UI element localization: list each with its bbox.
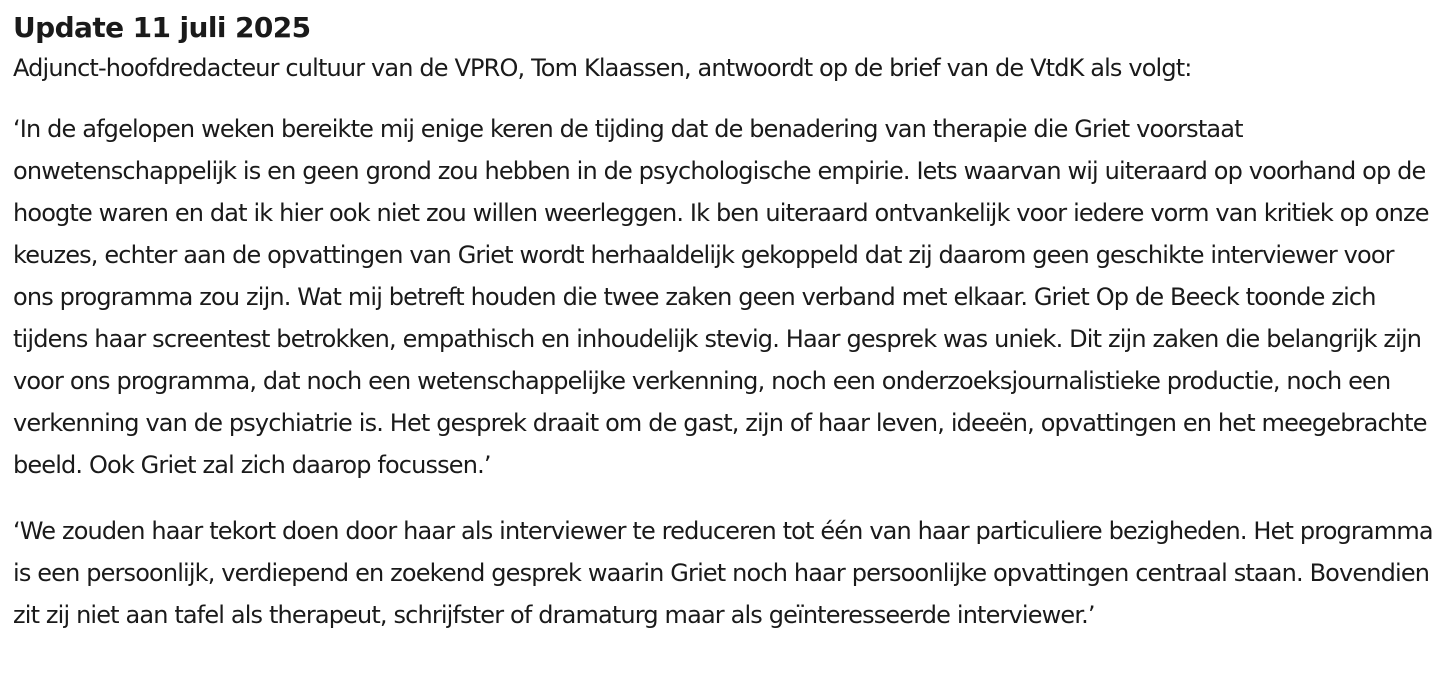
quote-paragraph-2: ‘We zouden haar tekort doen door haar als interviewer te reduceren tot één van haar particuliere bezigheden. Het programma is een persoonlijk, verdiepend en zoekend gesprek waarin Griet noch haar persoonlijke opvattingen centraal staan. Bovendien zit zij niet aan tafel als therapeut, schrijfster of dramaturg maar als geïnteresseerde interviewer.’	[13, 517, 1433, 629]
quote-paragraph-1: ‘In de afgelopen weken bereikte mij enige keren de tijding dat de benadering van therapie die Griet voorstaat onwetenschappelijk is en geen grond zou hebben in de psychologische empirie. Iets waarvan wij uiteraard op voorhand op de hoogte waren en dat ik hier ook niet zou willen weerleggen. Ik ben uiteraard ontvankelijk voor iedere vorm van kritiek op onze keuzes, echter aan de opvattingen van Griet wordt herhaaldelijk gekoppeld dat zij daarom geen geschikte interviewer voor ons programma zou zijn. Wat mij betreft houden die twee zaken geen verband met elkaar. Griet Op de Beeck toonde zich tijdens haar screentest betrokken, empathisch en inhoudelijk stevig. Haar gesprek was uniek. Dit zijn zaken die belangrijk zijn voor ons programma, dat noch een wetenschappelijke verkenning, noch een onderzoeksjournalistieke productie, noch een verkenning van de psychiatrie is. Het gesprek draait om de gast, zijn of haar leven, ideeën, opvattingen en het meegebrachte beeld. Ook Griet zal zich daarop focussen.’	[13, 115, 1429, 479]
update-heading: Update 11 juli 2025	[13, 11, 311, 44]
intro-paragraph: Adjunct-hoofdredacteur cultuur van de VPRO, Tom Klaassen, antwoordt op de brief van de VtdK als volgt:	[13, 54, 1192, 82]
